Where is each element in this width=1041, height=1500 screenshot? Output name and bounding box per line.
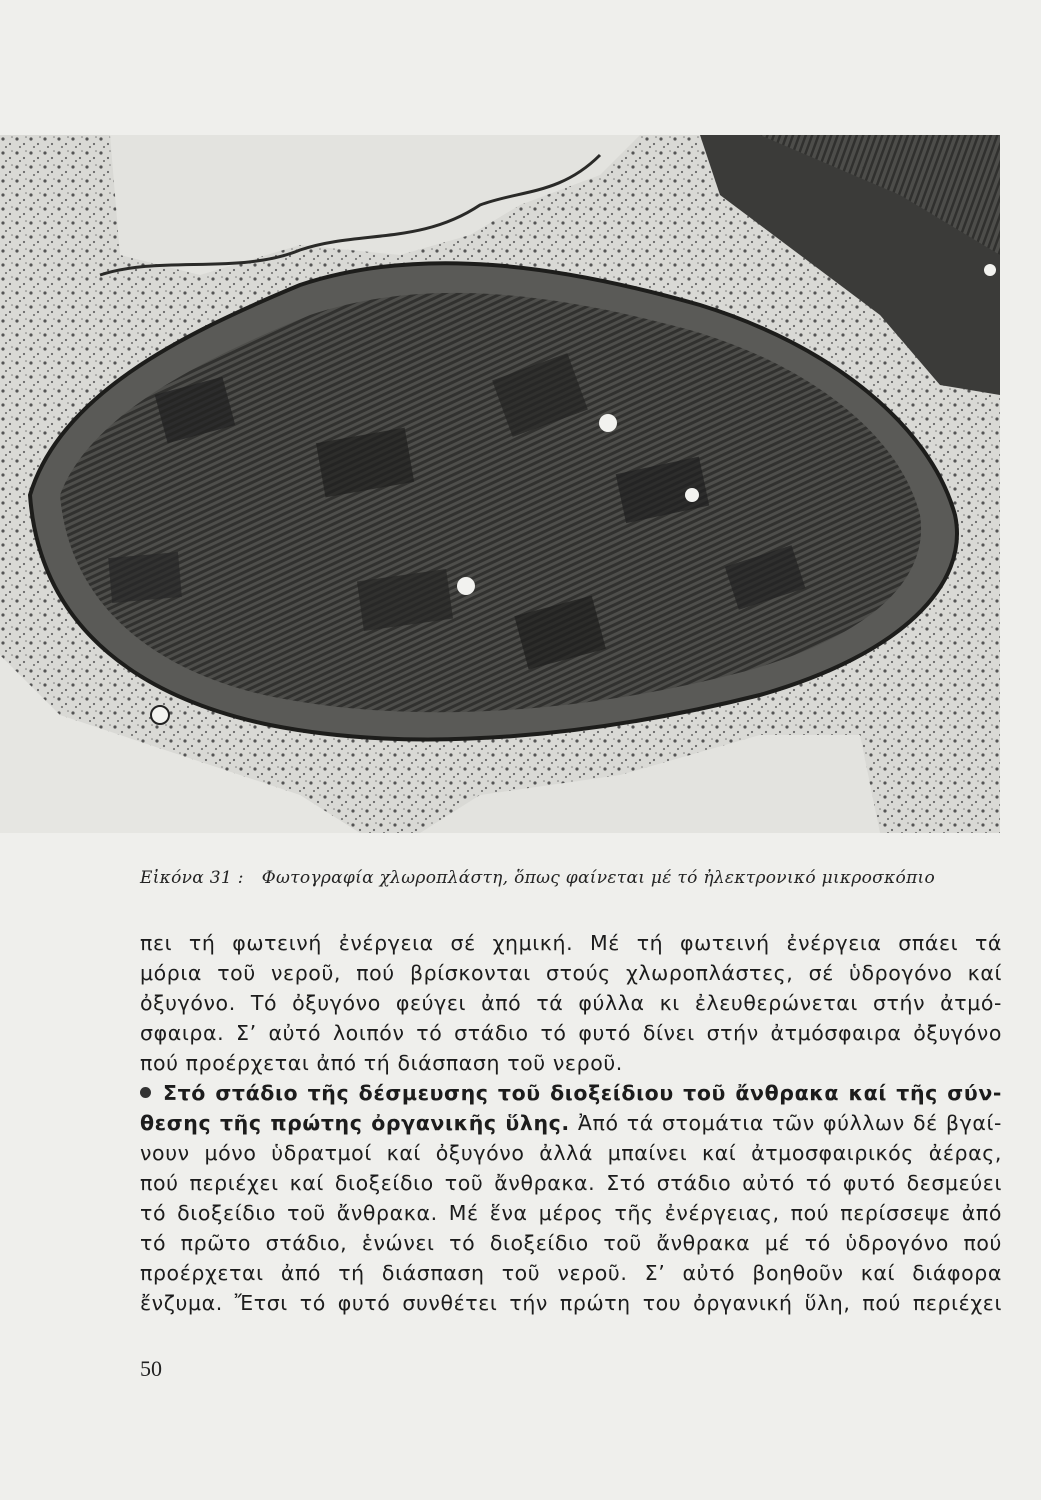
paragraph1-line-1: πει τή φωτεινή ἐνέργεια σέ χημική. Μέ τή φωτεινή ἐνέργεια σπάει τά bbox=[140, 931, 1002, 955]
paragraph2-line-2 bbox=[140, 1108, 1002, 1138]
paragraph1-line-4: σφαιρα. Σ’ αὐτό λοιπόν τό στάδιο τό φυτό δίνει στήν ἀτμόσφαιρα ὀξυγόνο bbox=[140, 1021, 1002, 1045]
paragraph2-line-6: τό πρῶτο στάδιο, ἑνώνει τό διοξείδιο τοῦ ἄνθρακα μέ τό ὑδρογόνο πού bbox=[140, 1231, 1002, 1255]
paragraph2-bold-heading-1: Στό στάδιο τῆς δέσμευσης τοῦ διοξείδιου τοῦ ἄνθρακα καί τῆς σύν- bbox=[163, 1081, 1002, 1105]
paragraph2-line-4: πού περιέχει καί διοξείδιο τοῦ ἄνθρακα. Στό στάδιο αὐτό τό φυτό δεσμεύει bbox=[140, 1171, 1002, 1195]
figure-caption bbox=[140, 868, 1000, 888]
bullet-icon bbox=[140, 1087, 151, 1098]
paragraph2-line-7: προέρχεται ἀπό τή διάσπαση τοῦ νεροῦ. Σ’ αὐτό βοηθοῦν καί διάφορα bbox=[140, 1261, 1002, 1285]
paragraph2-line-3: νουν μόνο ὑδρατμοί καί ὀξυγόνο ἀλλά μπαίνει καί ἀτμοσφαιρικός ἀέρας, bbox=[140, 1141, 1002, 1165]
paragraph1-line-5: πού προέρχεται ἀπό τή διάσπαση τοῦ νεροῦ. bbox=[140, 1051, 623, 1075]
paragraph2-line-2-rest: Ἀπό τά στομάτια τῶν φύλλων δέ βγαί- bbox=[569, 1111, 1002, 1135]
paragraph2-line-8: ἔνζυμα. Ἔτσι τό φυτό συνθέτει τήν πρώτη του ὀργανική ὕλη, πού περιέχει bbox=[140, 1291, 1002, 1315]
paragraph1-line-3: ὀξυγόνο. Τό ὀξυγόνο φεύγει ἀπό τά φύλλα κι ἐλευθερώνεται στήν ἀτμό- bbox=[140, 991, 1002, 1015]
paragraph2-line-1 bbox=[140, 1078, 1002, 1108]
figure-label: Εἰκόνα 31 : bbox=[140, 868, 244, 888]
paragraph1-line-2: μόρια τοῦ νεροῦ, πού βρίσκονται στούς χλωροπλάστες, σέ ὑδρογόνο καί bbox=[140, 961, 1002, 985]
body-text bbox=[140, 928, 1002, 1318]
paragraph2-bold-heading-2: θεσης τῆς πρώτης ὀργανικῆς ὕλης. bbox=[140, 1111, 570, 1135]
figure-caption-text: Φωτογραφία χλωροπλάστη, ὅπως φαίνεται μέ τό ἠλεκτρονικό μικροσκόπιο bbox=[261, 868, 936, 888]
chloroplast-micrograph bbox=[0, 135, 1000, 833]
paragraph2-line-5: τό διοξείδιο τοῦ ἄνθρακα. Μέ ἕνα μέρος τῆς ἐνέργειας, πού περίσσεψε ἀπό bbox=[140, 1201, 1002, 1225]
page-number: 50 bbox=[140, 1356, 162, 1381]
